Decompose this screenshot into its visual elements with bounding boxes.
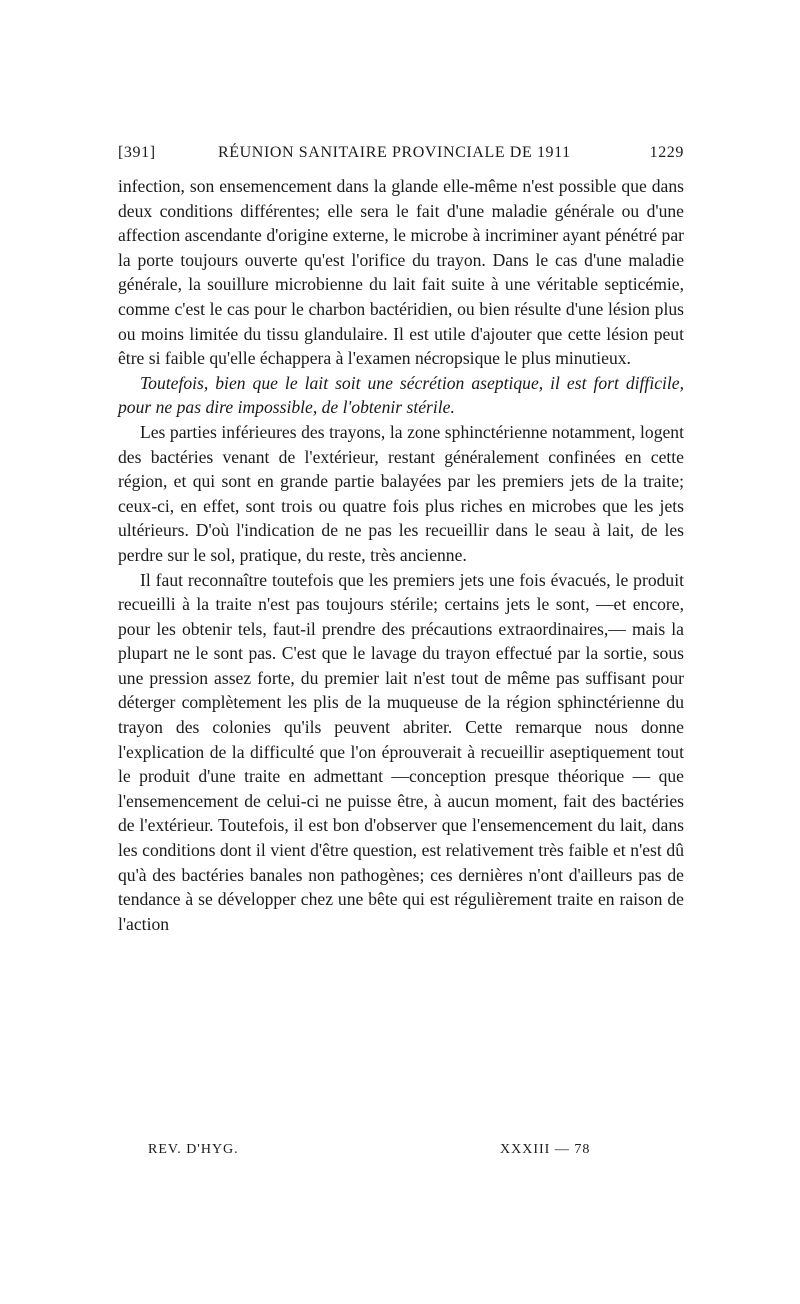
footer-journal: REV. D'HYG. xyxy=(148,1142,239,1157)
body-text xyxy=(118,174,684,936)
paragraph-1: infection, son ensemencement dans la glande elle-même n'est possible que dans deux conditions différentes; elle sera le fait d'une maladie générale ou d'une affection ascendante d'origine externe, le microbe à incriminer ayant pénétré par la porte toujours ouverte qu'est l'orifice du trayon. Dans le cas d'une maladie générale, la souillure microbienne du lait fait suite à une véritable septicémie, comme c'est le cas pour le charbon bactéridien, ou bien résulte d'une lésion plus ou moins limitée du tissu glandulaire. Il est utile d'ajouter que cette lésion peut être si faible qu'elle échappera à l'examen nécropsique le plus minutieux. xyxy=(118,176,684,369)
running-header xyxy=(118,140,684,166)
page-reference: [391] xyxy=(118,144,156,161)
paragraph-4: Il faut reconnaître toutefois que les premiers jets une fois évacués, le produit recueilli à la traite n'est pas toujours stérile; certains jets le sont, —et encore, pour les obtenir tels, faut-il prendre des précautions extraordinaires,— mais la plupart ne le sont pas. C'est que le lavage du trayon effectué par la sortie, sous une pression assez forte, du premier lait n'est tout de même pas suffisant pour déterger complètement les plis de la muqueuse de la région sphinctérienne du trayon des colonies qu'ils peuvent abriter. Cette remarque nous donne l'explication de la difficulté que l'on éprouverait à recueillir aseptiquement tout le produit d'une traite en admettant —conception presque théorique — que l'ensemencement de celui-ci ne puisse être, à aucun moment, fait des bactéries de l'extérieur. Toutefois, il est bon d'observer que l'ensemencement du lait, dans les conditions dont il vient d'être question, est relativement très faible et n'est dû qu'à des bactéries banales non pathogènes; ces dernières n'ont d'ailleurs pas de tendance à se développer chez une bête qui est régulièrement traite en raison de l'action xyxy=(118,569,684,934)
paragraph-3: Les parties inférieures des trayons, la zone sphinctérienne notamment, logent des bactéries venant de l'extérieur, restant généralement confinées en cette région, et qui sont en grande partie balayées par les premiers jets de la traite; ceux-ci, en effet, sont trois ou quatre fois plus riches en microbes que les jets ultérieurs. D'où l'indication de ne pas les recueillir dans le seau à lait, de les perdre sur le sol, pratique, du reste, très ancienne. xyxy=(118,421,684,565)
document-page xyxy=(118,140,684,936)
footer-volume-sheet: XXXIII — 78 xyxy=(500,1142,591,1157)
running-title: RÉUNION SANITAIRE PROVINCIALE DE 1911 xyxy=(218,144,571,161)
page-number: 1229 xyxy=(649,144,684,161)
page-footer xyxy=(148,1142,628,1166)
paragraph-2-italic: Toutefois, bien que le lait soit une sécrétion aseptique, il est fort difficile, pour ne pas dire impossible, de l'obtenir stérile. xyxy=(118,372,684,418)
